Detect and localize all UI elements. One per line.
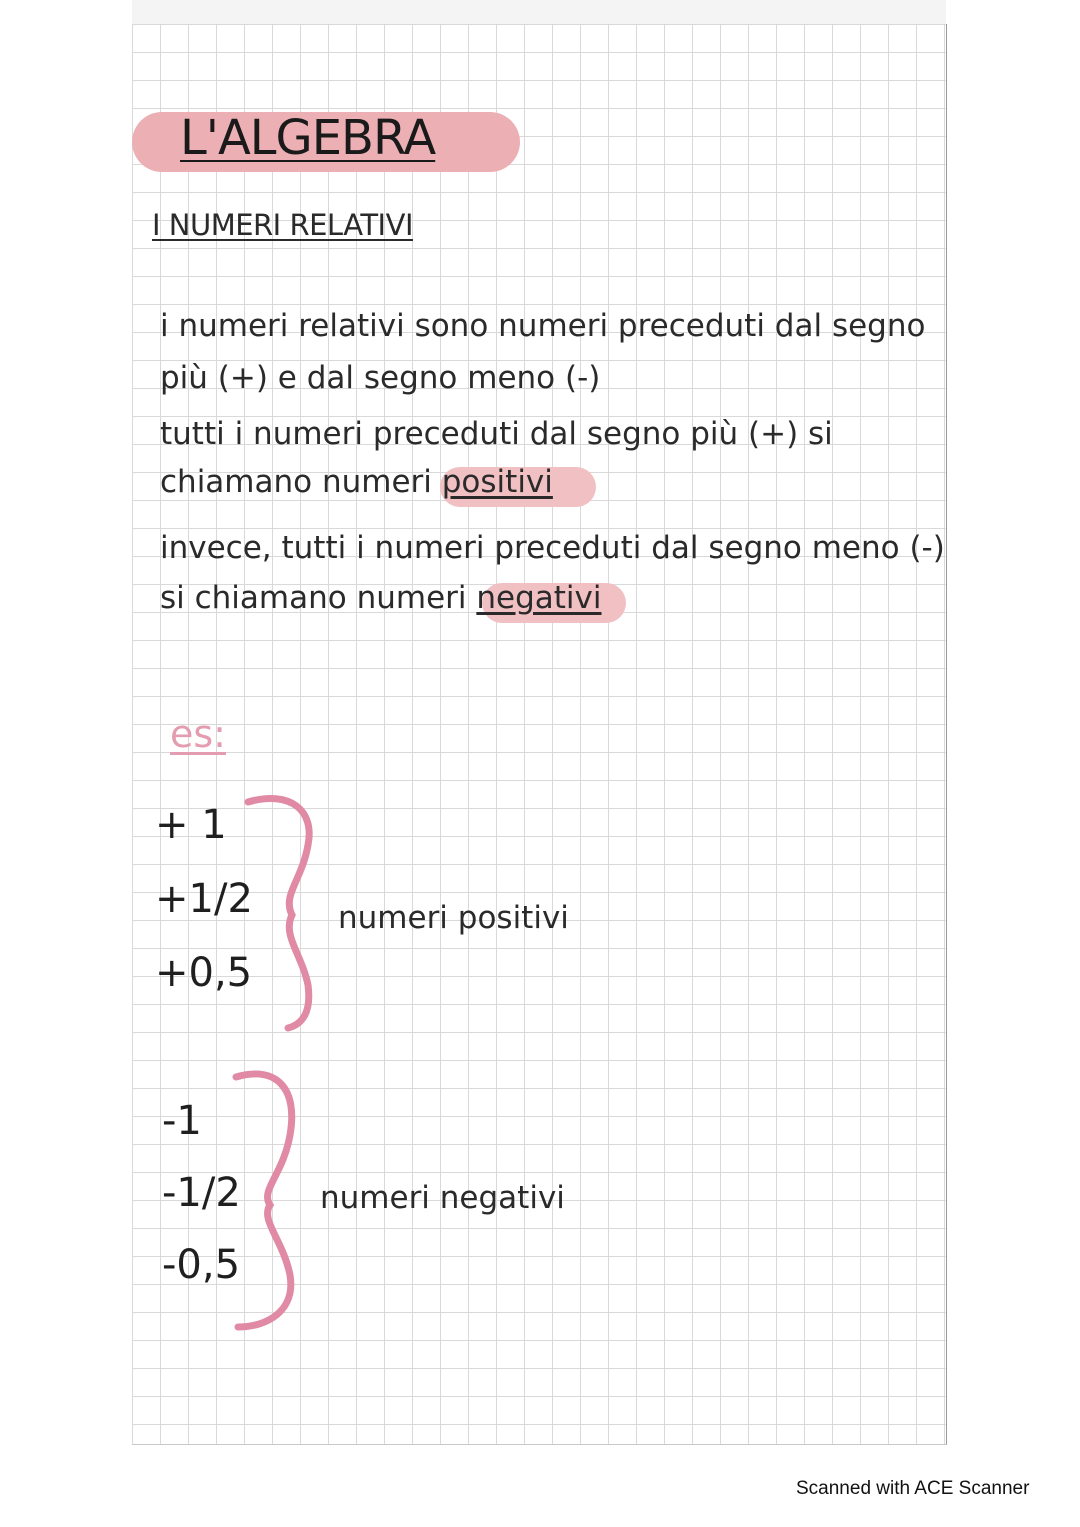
negative-label: numeri negativi — [320, 1180, 565, 1216]
paragraph-line-6-prefix: si chiamano numeri — [160, 580, 467, 616]
positive-number: +0,5 — [155, 950, 253, 996]
paragraph-line-1: i numeri relativi sono numeri preceduti dal segno — [160, 308, 926, 344]
positive-brace — [240, 790, 330, 1035]
paragraph-line-4-prefix: chiamano numeri — [160, 464, 432, 500]
paragraph-line-6 — [160, 580, 602, 616]
keyword-positivi: positivi — [441, 464, 553, 500]
page-title: L'ALGEBRA — [180, 110, 436, 166]
negative-number: -1 — [162, 1098, 202, 1144]
paragraph-line-5: invece, tutti i numeri preceduti dal segno meno (-) — [160, 530, 945, 566]
paragraph-line-2: più (+) e dal segno meno (-) — [160, 360, 601, 396]
positive-number: +1/2 — [155, 876, 253, 922]
keyword-negativi: negativi — [476, 580, 602, 616]
scanner-watermark: Scanned with ACE Scanner — [796, 1478, 1030, 1499]
positive-number: + 1 — [155, 802, 227, 848]
example-heading: es: — [170, 712, 226, 756]
section-subtitle: I NUMERI RELATIVI — [152, 208, 413, 242]
paragraph-line-4 — [160, 464, 553, 500]
negative-number: -0,5 — [162, 1242, 241, 1288]
paragraph-line-3: tutti i numeri preceduti dal segno più (+) si — [160, 416, 833, 452]
scan-top-edge — [132, 0, 946, 24]
positive-label: numeri positivi — [338, 900, 569, 936]
negative-brace — [228, 1065, 318, 1335]
negative-number: -1/2 — [162, 1170, 241, 1216]
